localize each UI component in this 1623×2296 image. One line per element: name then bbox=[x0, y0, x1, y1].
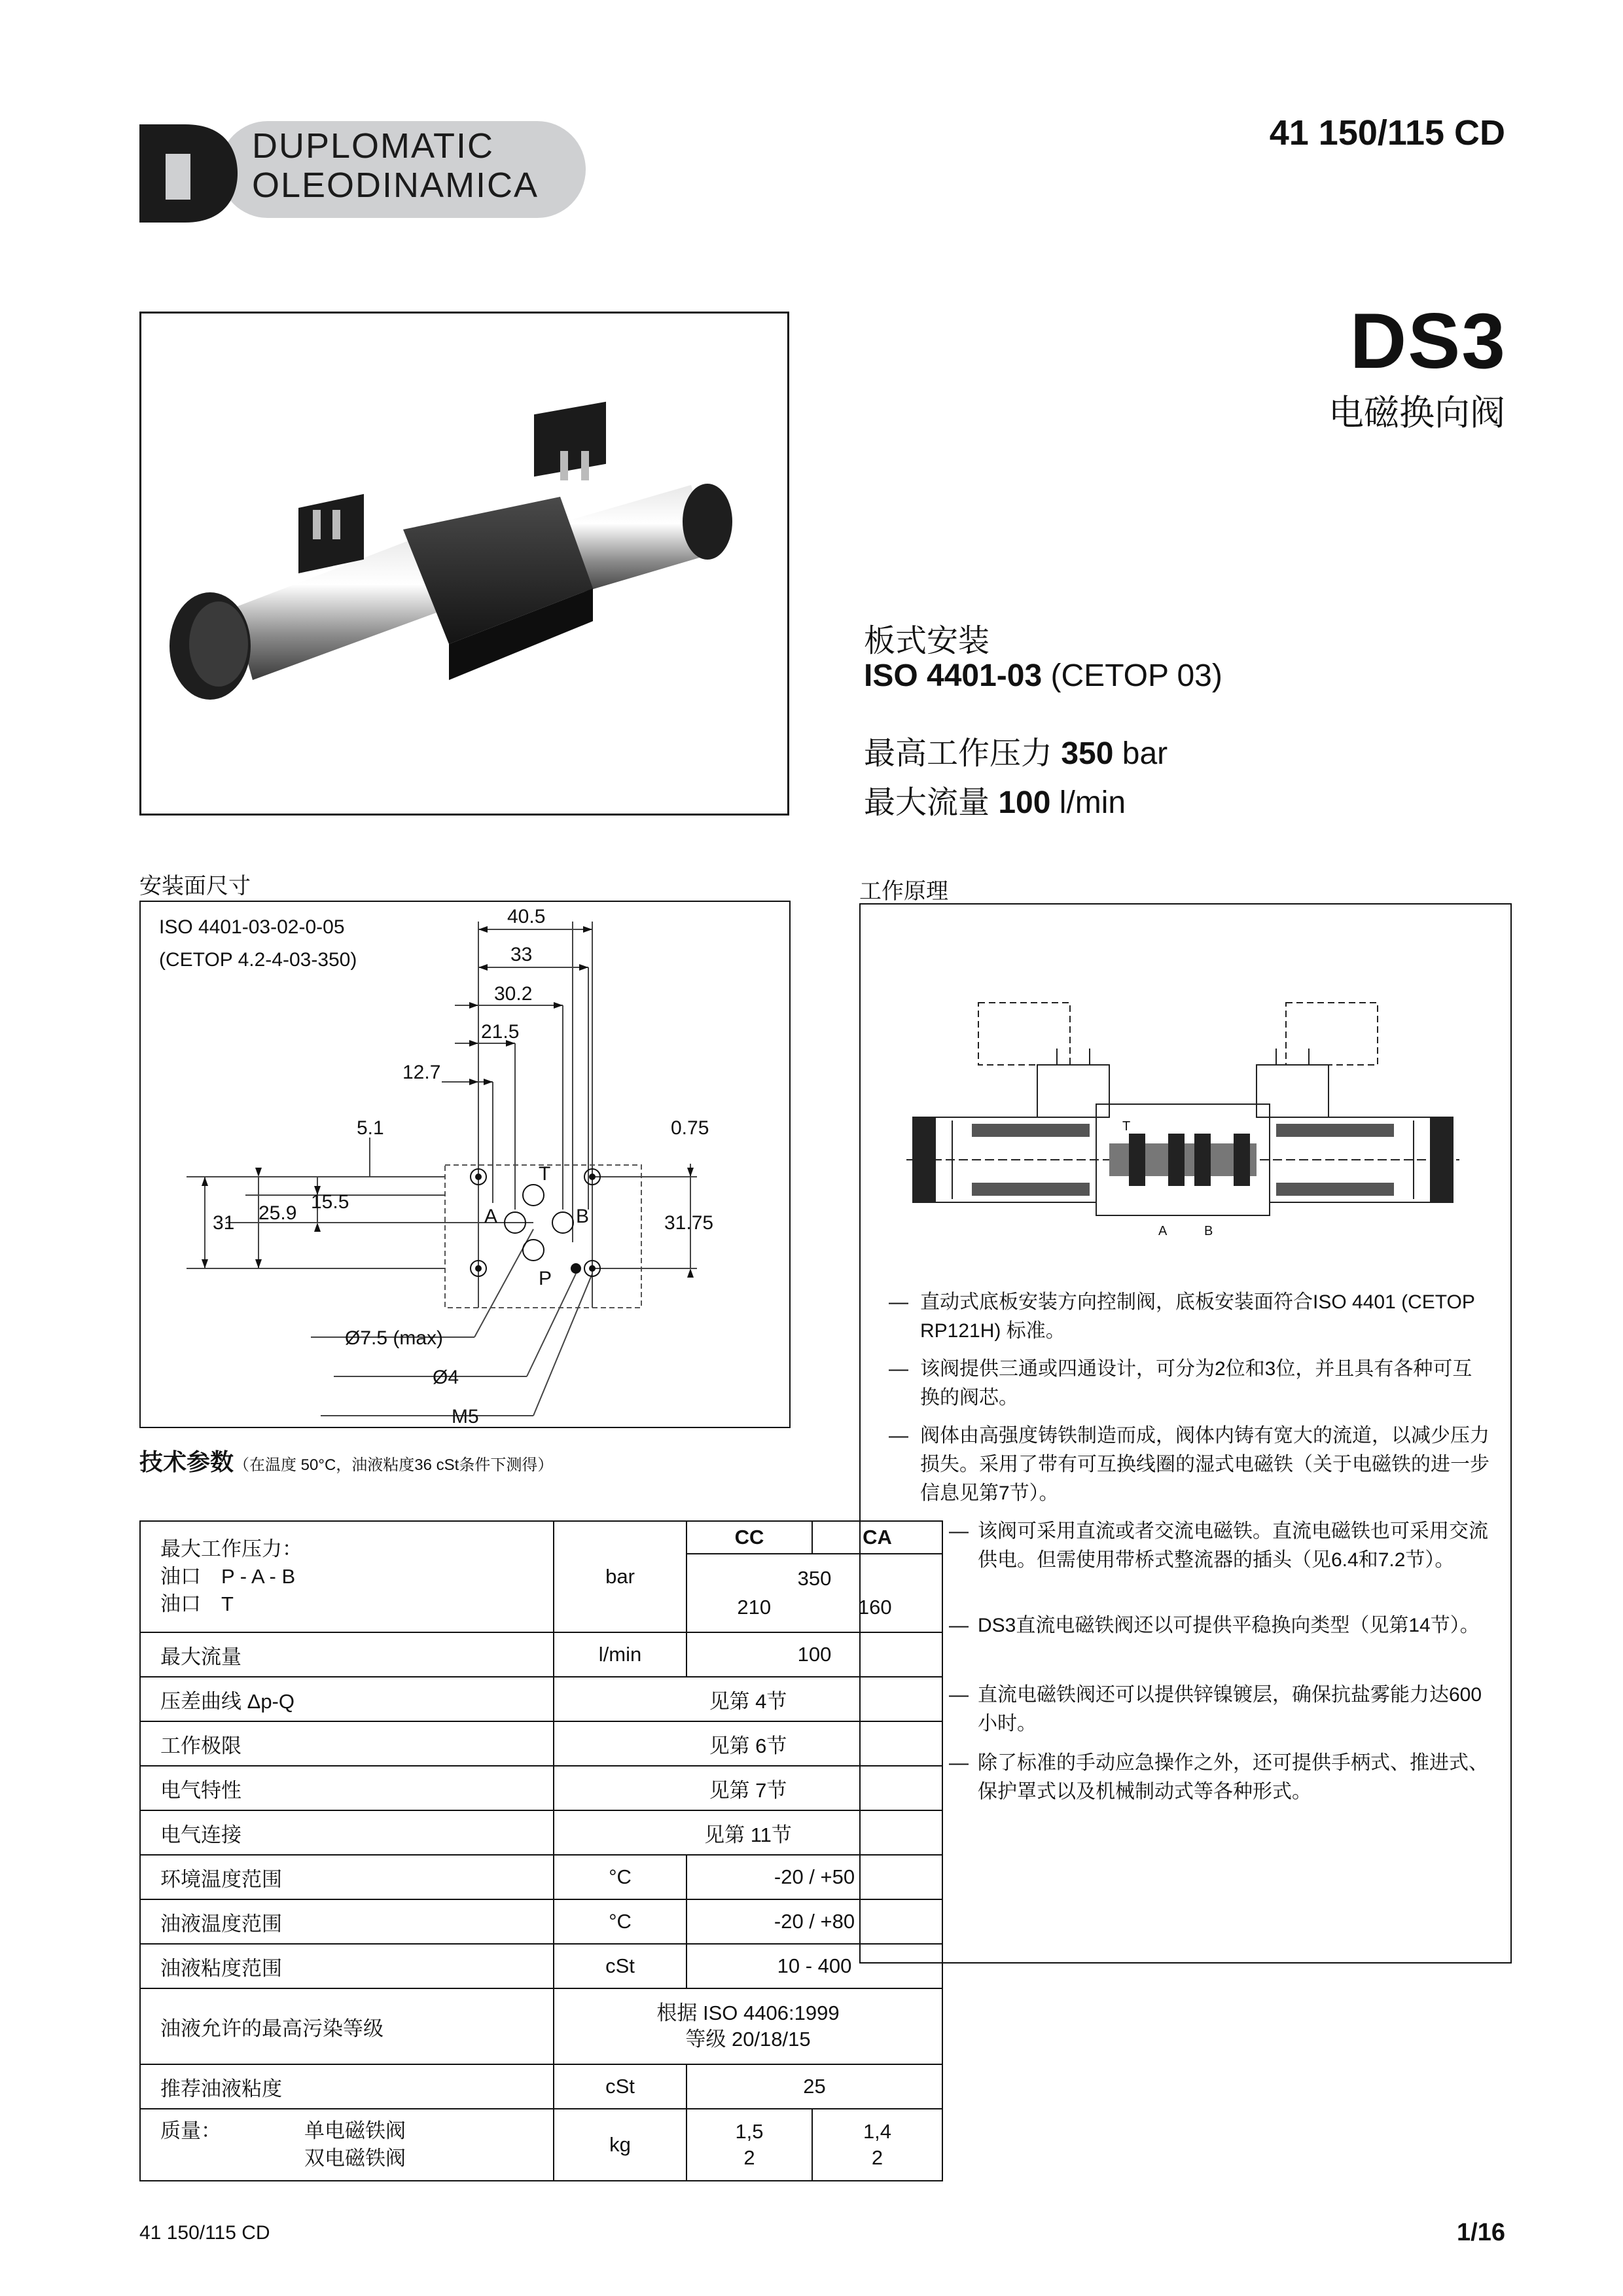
dim-31: 31 bbox=[213, 1212, 235, 1234]
doc-code: 41 150/115 CD bbox=[1269, 113, 1505, 152]
iso-code: ISO 4401-03 bbox=[864, 658, 1043, 693]
mass-cc-double: 2 bbox=[743, 2146, 755, 2169]
tech-row-dp bbox=[140, 1677, 942, 1721]
viscosity-label: 油液粘度范围 bbox=[140, 1944, 554, 1988]
principle-bullet-6-text: 直流电磁铁阀还可以提供锌镍镀层，确保抗盐雾能力达600小时。 bbox=[978, 1684, 1482, 1734]
dp-label: 压差曲线 Δp-Q bbox=[140, 1677, 554, 1721]
pin-diameter-label: Ø4 bbox=[433, 1367, 459, 1388]
connection-label: 电气连接 bbox=[140, 1810, 554, 1855]
max-pressure-unit: bar bbox=[1113, 736, 1168, 771]
dim-15-5: 15.5 bbox=[311, 1191, 349, 1213]
viscosity-value: 10 - 400 bbox=[687, 1944, 942, 1988]
dim-33: 33 bbox=[510, 944, 533, 965]
limits-value: 见第 6节 bbox=[554, 1721, 942, 1766]
max-flow bbox=[864, 777, 1126, 822]
mount-std-1: ISO 4401-03-02-0-05 bbox=[159, 916, 345, 938]
tech-row-ambient bbox=[140, 1855, 942, 1899]
principle-bullet-3: — 阀体由高强度铸铁制造而成，阀体内铸有宽大的流道，以减少压力损失。采用了带有可互换线圈的湿式电磁铁（关于电磁铁的进一步信息见第7节）。 bbox=[889, 1422, 1491, 1508]
pressure-unit: bar bbox=[554, 1521, 687, 1632]
principle-bullet-4-text: 该阀可采用直流或者交流电磁铁。直流电磁铁也可采用交流供电。但需使用带桥式整流器的插头（见6.4和7.2节）。 bbox=[978, 1520, 1488, 1571]
mounting-section-title: 安装面尺寸 bbox=[139, 874, 251, 899]
mass-double-label: 双电磁铁阀 bbox=[304, 2147, 406, 2170]
contamination-value bbox=[554, 1988, 942, 2064]
mass-ca-single: 1,4 bbox=[863, 2120, 892, 2143]
hole-diameter-label: Ø7.5 (max) bbox=[345, 1327, 444, 1349]
principle-bullet-2-text: 该阀提供三通或四通设计，可分为2位和3位，并且具有各种可互换的阀芯。 bbox=[920, 1358, 1472, 1408]
product-photo-frame bbox=[139, 312, 789, 816]
port-b-label: B bbox=[576, 1206, 590, 1227]
logo-line-1: DUPLOMATIC bbox=[252, 126, 495, 166]
mass-cc bbox=[687, 2109, 812, 2181]
contamination-label: 油液允许的最高污染等级 bbox=[140, 1988, 554, 2064]
max-pressure-value: 350 bbox=[1061, 736, 1114, 771]
contamination-class: 等级 20/18/15 bbox=[685, 2028, 811, 2051]
dp-value: 见第 4节 bbox=[554, 1677, 942, 1721]
valve-photo bbox=[141, 314, 787, 814]
valve-cross-section bbox=[906, 983, 1463, 1271]
mass-label: 质量： bbox=[160, 2119, 221, 2142]
col-cc-header: CC bbox=[687, 1521, 812, 1554]
footer-code: 41 150/115 CD bbox=[139, 2222, 270, 2244]
pressure-sub-pab: 油口 P - A - B bbox=[160, 1565, 296, 1588]
pressure-label: 最大工作压力： bbox=[160, 1537, 302, 1560]
dim-31-75: 31.75 bbox=[664, 1212, 714, 1234]
tech-row-header bbox=[140, 1521, 942, 1554]
pressure-sub-t: 油口 T bbox=[160, 1592, 234, 1615]
dim-5-1: 5.1 bbox=[357, 1117, 384, 1139]
pressure-t-ca: 160 bbox=[857, 1596, 892, 1619]
tech-row-mass bbox=[140, 2109, 942, 2181]
connection-value: 见第 11节 bbox=[554, 1810, 942, 1855]
page-number: 1/16 bbox=[1457, 2219, 1505, 2246]
mass-ca-double: 2 bbox=[871, 2146, 883, 2169]
dim-30-2: 30.2 bbox=[494, 983, 533, 1005]
contamination-standard: 根据 ISO 4406:1999 bbox=[656, 2001, 840, 2024]
mass-single-label: 单电磁铁阀 bbox=[304, 2119, 406, 2142]
tech-row-electrical bbox=[140, 1766, 942, 1810]
mass-ca bbox=[812, 2109, 942, 2181]
port-t-label: T bbox=[539, 1163, 551, 1185]
principle-section-title: 工作原理 bbox=[859, 879, 948, 904]
principle-bullet-5: — DS3直流电磁铁阀还以可提供平稳换向类型（见第14节）。 bbox=[949, 1611, 1491, 1640]
tech-row-oil-temp bbox=[140, 1899, 942, 1944]
pressure-pab-value: 350 bbox=[797, 1567, 832, 1590]
oil-temp-label: 油液温度范围 bbox=[140, 1899, 554, 1944]
tech-heading bbox=[139, 1444, 553, 1477]
tech-row-flow bbox=[140, 1632, 942, 1677]
mounting-diagram-frame bbox=[139, 901, 791, 1428]
tech-table bbox=[139, 1520, 943, 2181]
oil-temp-unit: °C bbox=[554, 1899, 687, 1944]
dim-21-5: 21.5 bbox=[481, 1021, 520, 1043]
max-pressure-label: 最高工作压力 bbox=[864, 736, 1061, 771]
mount-type: 板式安装 bbox=[864, 624, 990, 658]
recommended-unit: cSt bbox=[554, 2064, 687, 2109]
tech-title: 技术参数 bbox=[139, 1448, 234, 1475]
principle-bullet-4: — 该阀可采用直流或者交流电磁铁。直流电磁铁也可采用交流供电。但需使用带桥式整流器的插头（见6.4和7.2节）。 bbox=[949, 1517, 1491, 1575]
principle-bullet-5-text: DS3直流电磁铁阀还以可提供平稳换向类型（见第14节）。 bbox=[978, 1615, 1480, 1636]
tech-row-connection bbox=[140, 1810, 942, 1855]
section-port-a: A bbox=[1158, 1224, 1168, 1238]
thread-label: M5 bbox=[452, 1406, 479, 1427]
viscosity-unit: cSt bbox=[554, 1944, 687, 1988]
model-title: DS3 bbox=[1349, 297, 1507, 385]
ambient-value: -20 / +50 bbox=[687, 1855, 942, 1899]
dim-25-9: 25.9 bbox=[259, 1202, 297, 1224]
limits-label: 工作极限 bbox=[140, 1721, 554, 1766]
principle-bullet-2: — 该阀提供三通或四通设计，可分为2位和3位，并且具有各种可互换的阀芯。 bbox=[889, 1355, 1491, 1412]
mount-std-2: (CETOP 4.2-4-03-350) bbox=[159, 949, 357, 971]
port-a-label: A bbox=[484, 1206, 498, 1227]
recommended-value: 25 bbox=[687, 2064, 942, 2109]
mounting-diagram bbox=[141, 902, 789, 1427]
port-p-label: P bbox=[539, 1268, 552, 1289]
tech-row-limits bbox=[140, 1721, 942, 1766]
iso-standard bbox=[864, 658, 1222, 694]
pressure-label-cell bbox=[140, 1521, 554, 1632]
tech-row-viscosity bbox=[140, 1944, 942, 1988]
tech-row-recommended bbox=[140, 2064, 942, 2109]
flow-label: 最大流量 bbox=[140, 1632, 554, 1677]
mass-unit: kg bbox=[554, 2109, 687, 2181]
max-flow-unit: l/min bbox=[1050, 785, 1126, 820]
recommended-label: 推荐油液粘度 bbox=[140, 2064, 554, 2109]
section-port-b: B bbox=[1204, 1224, 1213, 1238]
principle-bullet-3-text: 阀体由高强度铸铁制造而成，阀体内铸有宽大的流道，以减少压力损失。采用了带有可互换线圈的湿式电磁铁（关于电磁铁的进一步信息见第7节）。 bbox=[920, 1425, 1489, 1504]
max-pressure bbox=[864, 728, 1168, 773]
ambient-label: 环境温度范围 bbox=[140, 1855, 554, 1899]
dim-0-75: 0.75 bbox=[671, 1117, 709, 1139]
principle-bullet-1: — 直动式底板安装方向控制阀，底板安装面符合ISO 4401 (CETOP RP121H) 标准。 bbox=[889, 1288, 1491, 1346]
principle-bullet-6: — 直流电磁铁阀还可以提供锌镍镀层，确保抗盐雾能力达600小时。 bbox=[949, 1681, 1491, 1738]
mass-label-cell bbox=[140, 2109, 554, 2181]
electrical-value: 见第 7节 bbox=[554, 1766, 942, 1810]
electrical-label: 电气特性 bbox=[140, 1766, 554, 1810]
logo-d-icon bbox=[139, 118, 238, 223]
oil-temp-value: -20 / +80 bbox=[687, 1899, 942, 1944]
principle-bullet-7: — 除了标准的手动应急操作之外，还可提供手柄式、推进式、保护罩式以及机械制动式等各种形式。 bbox=[949, 1749, 1491, 1806]
section-port-t: T bbox=[1122, 1119, 1131, 1134]
flow-value: 100 bbox=[687, 1632, 942, 1677]
flow-unit: l/min bbox=[554, 1632, 687, 1677]
iso-cetop: (CETOP 03) bbox=[1042, 658, 1222, 693]
principle-bullet-7-text: 除了标准的手动应急操作之外，还可提供手柄式、推进式、保护罩式以及机械制动式等各种形式。 bbox=[978, 1752, 1488, 1803]
dim-40-5: 40.5 bbox=[507, 906, 546, 927]
pressure-t-cc: 210 bbox=[737, 1596, 772, 1619]
max-flow-label: 最大流量 bbox=[864, 785, 999, 820]
mass-cc-single: 1,5 bbox=[735, 2120, 764, 2143]
logo-line-2: OLEODINAMICA bbox=[252, 166, 539, 205]
principle-bullet-1-text: 直动式底板安装方向控制阀，底板安装面符合ISO 4401 (CETOP RP121H) 标准。 bbox=[920, 1291, 1475, 1342]
dim-12-7: 12.7 bbox=[402, 1062, 441, 1083]
col-ca-header: CA bbox=[812, 1521, 942, 1554]
tech-row-contamination bbox=[140, 1988, 942, 2064]
max-flow-value: 100 bbox=[998, 785, 1051, 820]
model-subtitle: 电磁换向阀 bbox=[1329, 392, 1505, 433]
pressure-values bbox=[687, 1554, 942, 1632]
tech-note: （在温度 50°C，油液粘度36 cSt条件下测得） bbox=[234, 1456, 554, 1474]
ambient-unit: °C bbox=[554, 1855, 687, 1899]
